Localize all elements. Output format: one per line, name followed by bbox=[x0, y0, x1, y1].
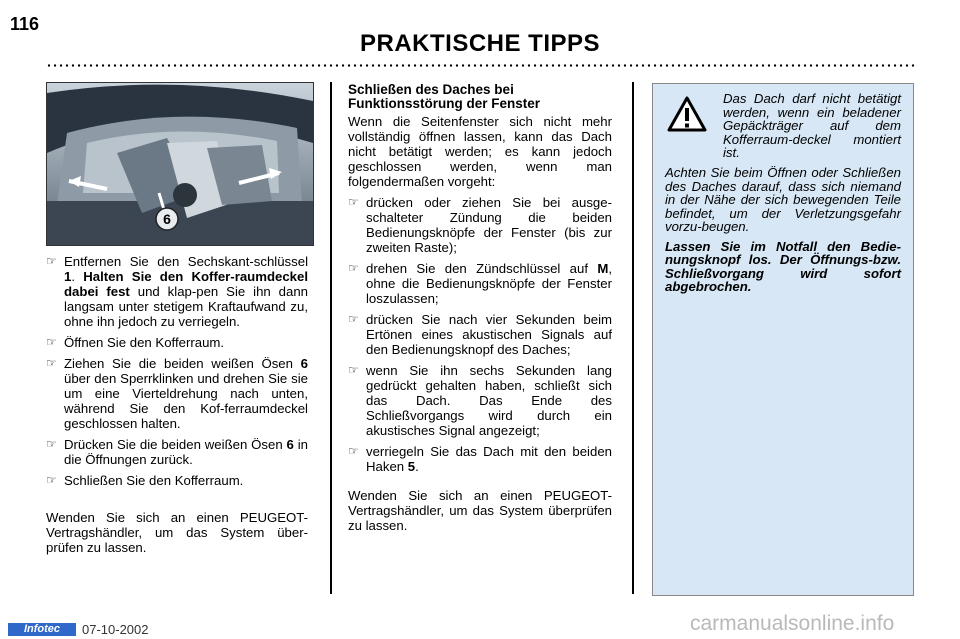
list-item: ☞ Drücken Sie die beiden weißen Ösen 6 in die Öffnungen zurück. bbox=[46, 437, 308, 467]
dealer-note: Wenden Sie sich an einen PEUGEOT-Vertragshändler, um das System überprüfen zu lassen. bbox=[348, 488, 612, 533]
column-divider bbox=[330, 82, 332, 594]
pointing-hand-icon: ☞ bbox=[348, 261, 359, 275]
footer-date: 07-10-2002 bbox=[82, 622, 149, 637]
list-item: ☞ drücken oder ziehen Sie bei ausge-schalteter Zündung die beiden Bedienungsknöpfe der Fenster (bis zur zweiten Raste); bbox=[348, 195, 612, 255]
list-item: ☞ drücken Sie nach vier Sekunden beim Ertönen eines akustischen Signals auf den Bedienungsknopf des Daches; bbox=[348, 312, 612, 357]
page-title: PRAKTISCHE TIPPS bbox=[359, 30, 601, 57]
trunk-photo bbox=[46, 82, 314, 246]
pointing-hand-icon: ☞ bbox=[348, 363, 359, 377]
list-item: ☞ Öffnen Sie den Kofferraum. bbox=[46, 335, 225, 350]
pointing-hand-icon: ☞ bbox=[348, 444, 359, 458]
infotec-logo: Infotec bbox=[8, 623, 76, 636]
list-item: ☞ Ziehen Sie die beiden weißen Ösen 6 über den Sperrklinken und drehen Sie sie um eine Vierteldrehung nach unten, während Sie den Kof-ferraumdeckel geschlossen halten. bbox=[46, 356, 308, 431]
pointing-hand-icon: ☞ bbox=[46, 254, 57, 268]
dotted-divider bbox=[46, 64, 918, 67]
list-item: ☞ drehen Sie den Zündschlüssel auf M, ohne die Bedienungsknöpfe der Fenster loszulassen; bbox=[348, 261, 612, 306]
intro-paragraph: Wenn die Seitenfenster sich nicht mehr vollständig öffnen lassen, kann das Dach nicht betätigt werden; es kann jedoch geschlossen werden, wenn man folgendermaßen vorgeht: bbox=[348, 114, 612, 189]
page-number: 116 bbox=[10, 14, 40, 34]
dealer-note: Wenden Sie sich an einen PEUGEOT-Vertragshändler, um das System über-prüfen zu lassen. bbox=[46, 510, 308, 555]
warning-text-emergency: Lassen Sie im Notfall den Bedie-nungsknopf los. Der Öffnungs-bzw. Schließvorgang wird sofort abgebrochen. bbox=[665, 238, 901, 294]
pointing-hand-icon: ☞ bbox=[46, 473, 57, 487]
warning-text-people: Achten Sie beim Öffnen oder Schließen des Daches darauf, dass sich niemand in der Nähe der sich bewegenden Teile befindet, um der Verletzungsgefahr vorzu-beugen. bbox=[665, 165, 901, 234]
list-item: ☞ verriegeln Sie das Dach mit den beiden Haken 5. bbox=[348, 444, 612, 474]
figure-label: 6 bbox=[163, 211, 171, 227]
pointing-hand-icon: ☞ bbox=[46, 437, 57, 451]
pointing-hand-icon: ☞ bbox=[46, 335, 57, 349]
warning-box bbox=[652, 83, 914, 596]
pointing-hand-icon: ☞ bbox=[46, 356, 57, 370]
column-middle bbox=[348, 83, 612, 539]
watermark: carmanualsonline.info bbox=[690, 612, 895, 635]
warning-text-roof: Das Dach darf nicht betätigt werden, wenn ein beladener Gepäckträger auf dem Kofferraum-deckel montiert ist. bbox=[723, 91, 901, 160]
list-item: ☞ wenn Sie ihn sechs Sekunden lang gedrückt gehalten haben, schließt sich das Dach. Das Ende des Schließvorgangs wird durch ein akustisches Signal angezeigt; bbox=[348, 363, 612, 438]
section-heading: Schließen des Daches bei Funktionsstörung der Fenster bbox=[348, 82, 541, 111]
column-divider bbox=[632, 82, 634, 594]
warning-triangle-icon bbox=[667, 96, 707, 132]
column-left bbox=[46, 254, 308, 561]
pointing-hand-icon: ☞ bbox=[348, 195, 359, 209]
list-item: ☞ Schließen Sie den Kofferraum. bbox=[46, 473, 244, 488]
pointing-hand-icon: ☞ bbox=[348, 312, 359, 326]
list-item: ☞ Entfernen Sie den Sechskant-schlüssel 1. Halten Sie den Koffer-raumdeckel dabei fest und klap-pen Sie ihn dann langsam unter stetigem Kraftaufwand zu, ohne ihn jedoch zu verriegeln. bbox=[46, 254, 309, 329]
